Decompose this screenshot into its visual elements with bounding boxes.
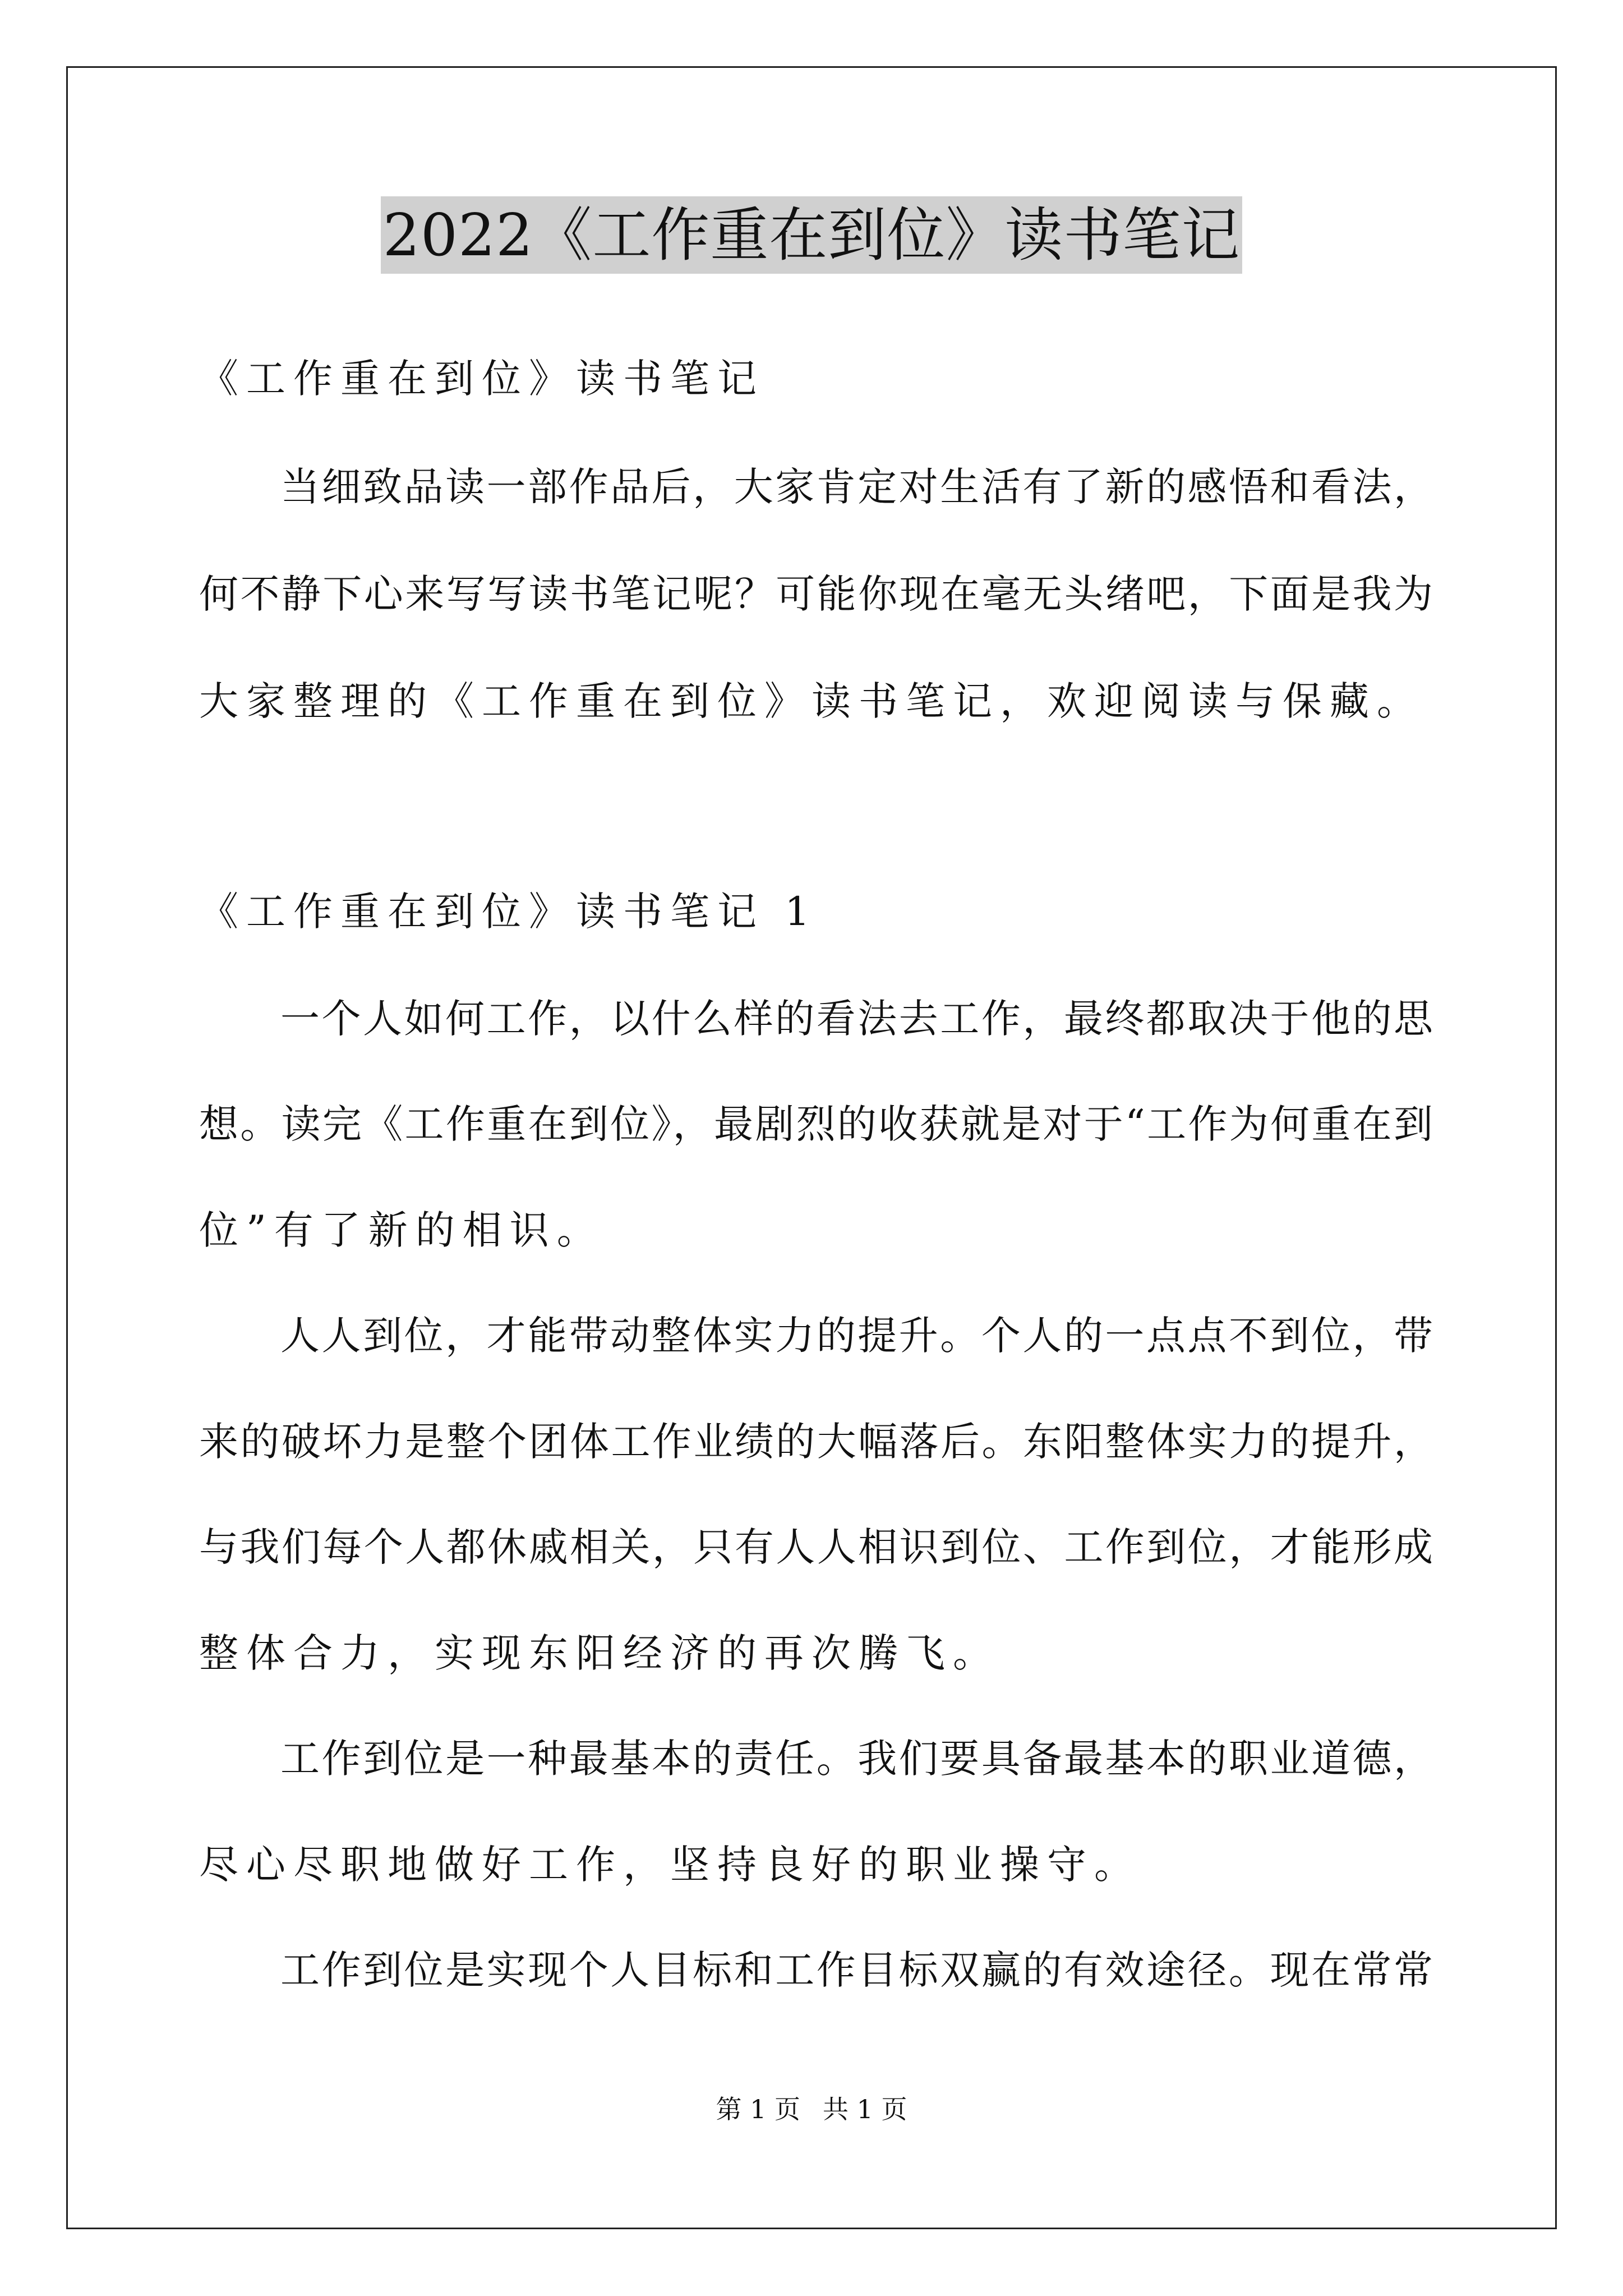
document-title: 2022《工作重在到位》读书笔记: [381, 196, 1243, 274]
subtitle-line: 《工作重在到位》读书笔记: [199, 356, 764, 402]
para1-line-2: 想。读完《工作重在到位》，最剧烈的收获就是对于“工作为何重在到: [199, 1101, 1433, 1147]
page-footer: [0, 2092, 1623, 2126]
title-container: [0, 196, 1623, 274]
para3-line-1: 工作到位是一种最基本的责任。我们要具备最基本的职业道德，: [280, 1736, 1433, 1782]
page-total: 共 1 页: [823, 2094, 907, 2124]
para2-line-1: 人人到位，才能带动整体实力的提升。个人的一点点不到位，带: [280, 1313, 1433, 1359]
para2-line-2: 来的破坏力是整个团体工作业绩的大幅落后。东阳整体实力的提升，: [199, 1419, 1433, 1465]
intro-line-2: 何不静下心来写写读书笔记呢？可能你现在毫无头绪吧，下面是我为: [199, 571, 1433, 617]
para2-line-3: 与我们每个人都休戚相关，只有人人相识到位、工作到位，才能形成: [199, 1524, 1433, 1570]
para1-line-1: 一个人如何工作，以什么样的看法去工作，最终都取决于他的思: [280, 996, 1433, 1042]
intro-line-3: 大家整理的《工作重在到位》读书笔记，欢迎阅读与保藏。: [199, 678, 1424, 724]
para1-line-3: 位”有了新的相识。: [199, 1207, 604, 1253]
para4-line-1: 工作到位是实现个人目标和工作目标双赢的有效途径。现在常常: [280, 1947, 1433, 1993]
page-number: 第 1 页: [716, 2094, 800, 2124]
section-heading: 《工作重在到位》读书笔记 1: [199, 889, 818, 935]
para2-line-4: 整体合力，实现东阳经济的再次腾飞。: [199, 1630, 1000, 1676]
intro-line-1: 当细致品读一部作品后，大家肯定对生活有了新的感悟和看法，: [280, 464, 1433, 510]
para3-line-2: 尽心尽职地做好工作，坚持良好的职业操守。: [199, 1842, 1141, 1888]
